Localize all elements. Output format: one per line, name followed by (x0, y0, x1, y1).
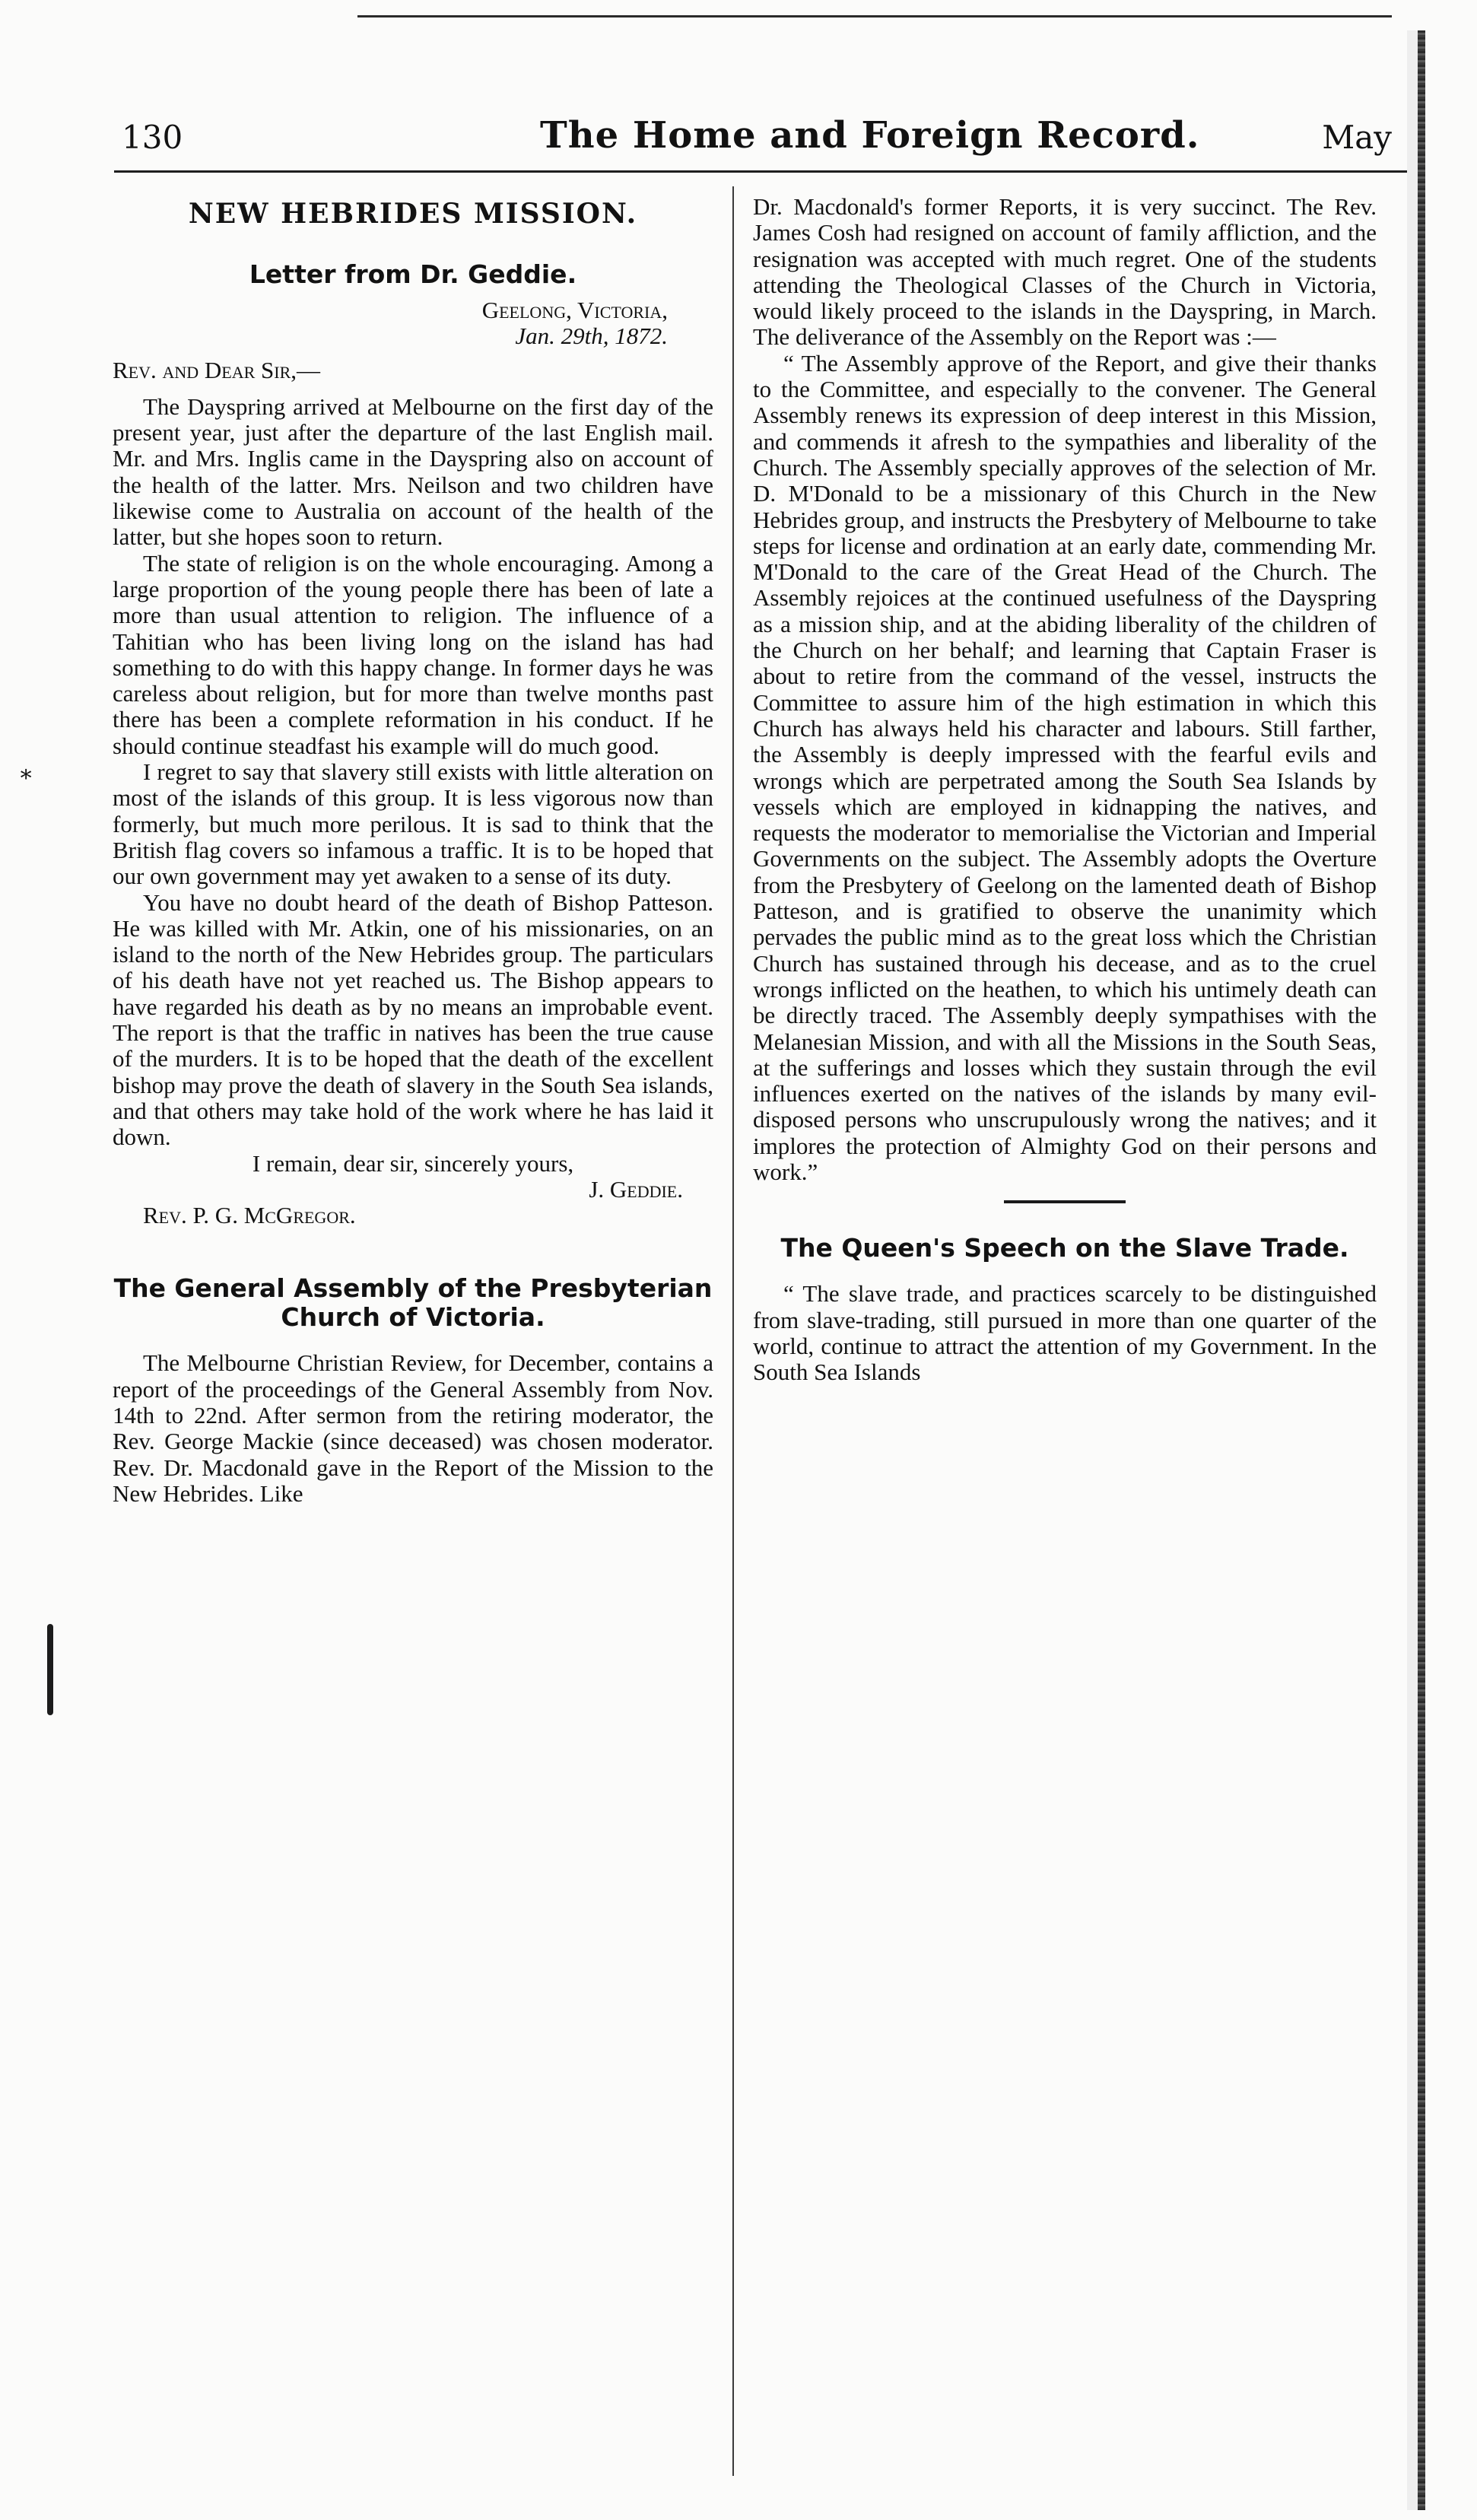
letter-closing: I remain, dear sir, sincerely yours, (252, 1149, 574, 1177)
letter-addressee: Rev. P. G. McGregor. (143, 1202, 356, 1229)
column-divider (732, 186, 734, 2476)
top-edge-rule (357, 15, 1392, 17)
salutation: Rev. and Dear Sir,— (113, 356, 321, 383)
left-column (113, 194, 713, 1507)
mission-heading: NEW HEBRIDES MISSION. (188, 198, 638, 230)
journal-title: The Home and Foreign Record. (540, 114, 1200, 157)
header-rule (114, 170, 1407, 173)
letter-paragraph: The Dayspring arrived at Melbourne on the first day of the present year, just after the departure of the last English mail. Mr. and Mrs. Inglis came in the Dayspring also on account of the health of the latter. Mrs. Neilson and two children have likewise come to Australia on account of the health of the latter, but she hopes soon to return. (113, 392, 713, 551)
assembly-paragraph: The Melbourne Christian Review, for December, contains a report of the proceedings of the General Assembly from Nov. 14th to 22nd. After sermon from the retiring moderator, the Rev. George Mackie (since deceased) was chosen moderator. Rev. Dr. Macdonald gave in the Report of the Mission to the New Hebrides. Like (113, 1349, 713, 1507)
dateline-date: Jan. 29th, 1872. (515, 323, 668, 350)
queens-speech-section-title: The Queen's Speech on the Slave Trade. (780, 1233, 1349, 1263)
binding-gap (1407, 30, 1418, 2510)
right-column (753, 194, 1377, 1385)
letter-paragraph: You have no doubt heard of the death of Bishop Patteson. He was killed with Mr. Atkin, one of his missionaries, on an island to the north of the New Hebrides group. The particulars of his death have not yet reached us. The Bishop appears to have regarded his death as by no means an improbable event. The report is that the traffic in natives has been the true cause of the murders. It is to be hoped that the death of the excellent bishop may prove the death of slavery in the South Sea islands, and that others may take hold of the work where he has laid it down. (113, 888, 713, 1151)
assembly-section-title: The General Assembly of the Presbyterian Church of Victoria. (113, 1273, 713, 1333)
issue-month: May (1322, 119, 1392, 156)
assembly-deliverance-paragraph: “ The Assembly approve of the Report, and give their thanks to the Committee, and especially to the convener. The General Assembly renews its expression of deep interest in this Mission, and commends it afresh to the sympathies and liberality of the Church. The Assembly specially approves of the selection of Mr. D. M'Donald to be a missionary of this Church in the New Hebrides group, and instructs the Presbytery of Melbourne to take steps for license and ordination at an early date, commending Mr. M'Donald to the care of the Great Head of the Church. The Assembly rejoices at the continued usefulness of the Dayspring as a mission ship, and at the abiding liberality of the children of the Church on her behalf; and learning that Captain Fraser is about to retire from the command of the vessel, instructs the Committee to assure him of the high estimation in which this Church has always held his character and labours. Still farther, the Assembly is deeply impressed with the fearful evils and wrongs which are perpetrated among the South Sea Islands by vessels which are employed in kidnapping the natives, and requests the moderator to memorialise the Victorian and Imperial Governments on the subject. The Assembly adopts the Overture from the Presbytery of Geelong on the lamented death of Bishop Patteson, and is gratified to observe the unanimity which pervades the public mind as to the great loss which the Christian Church has sustained through his decease, and as to the cruel wrongs inflicted on the heathen, to which his untimely death can be directly traced. The Assembly deeply sympathises with the Melanesian Mission, and with all the Missions in the South Seas, at the sufferings and losses which they sustain through the evil influences exerted on the natives of the islands by many evil-disposed persons who unscrupulously wrong the natives; and it implores the protection of Almighty God on their persons and work.” (753, 349, 1377, 1185)
letter-paragraph: I regret to say that slavery still exists with little alteration on most of the islands of this group. It is less vigorous now than formerly, but much more perilous. It is sad to think that the British flag covers so infamous a traffic. It is to be hoped that our own government may yet awaken to a sense of its duty. (113, 758, 713, 890)
letter-paragraph: The state of religion is on the whole encouraging. Among a large proportion of the young people there has been of late a more than usual attention to religion. The influence of a Tahitian who has been living long on the island has had something to do with this happy change. In former days he was careless about religion, but for more than twelve months past there has been a complete reformation in his conduct. If he should continue steadfast his example will do much good. (113, 549, 713, 759)
margin-bracket-mark (47, 1624, 53, 1715)
queens-speech-paragraph: “ The slave trade, and practices scarcely to be distinguished from slave-trading, still pursued in more than one quarter of the world, continue to attract the attention of my Government. In the South Sea Islands (753, 1280, 1377, 1386)
margin-mark: ∗ (18, 761, 34, 787)
page-number: 130 (122, 119, 183, 156)
report-continuation-paragraph: Dr. Macdonald's former Reports, it is very succinct. The Rev. James Cosh had resigned on account of family affliction, and the resignation was accepted with much regret. One of the students attending the Theological Classes of the Church in Victoria, would likely proceed to the islands in the Dayspring, in March. The deliverance of the Assembly on the Report was :— (753, 193, 1377, 351)
dateline-place: Geelong, Victoria, (481, 297, 668, 323)
page-header (114, 114, 1399, 167)
letter-subheading: Letter from Dr. Geddie. (249, 259, 577, 289)
section-separator-rule (1004, 1200, 1126, 1203)
binding-edge-shadow (1418, 30, 1425, 2510)
letter-signature: J. Geddie. (589, 1175, 683, 1203)
